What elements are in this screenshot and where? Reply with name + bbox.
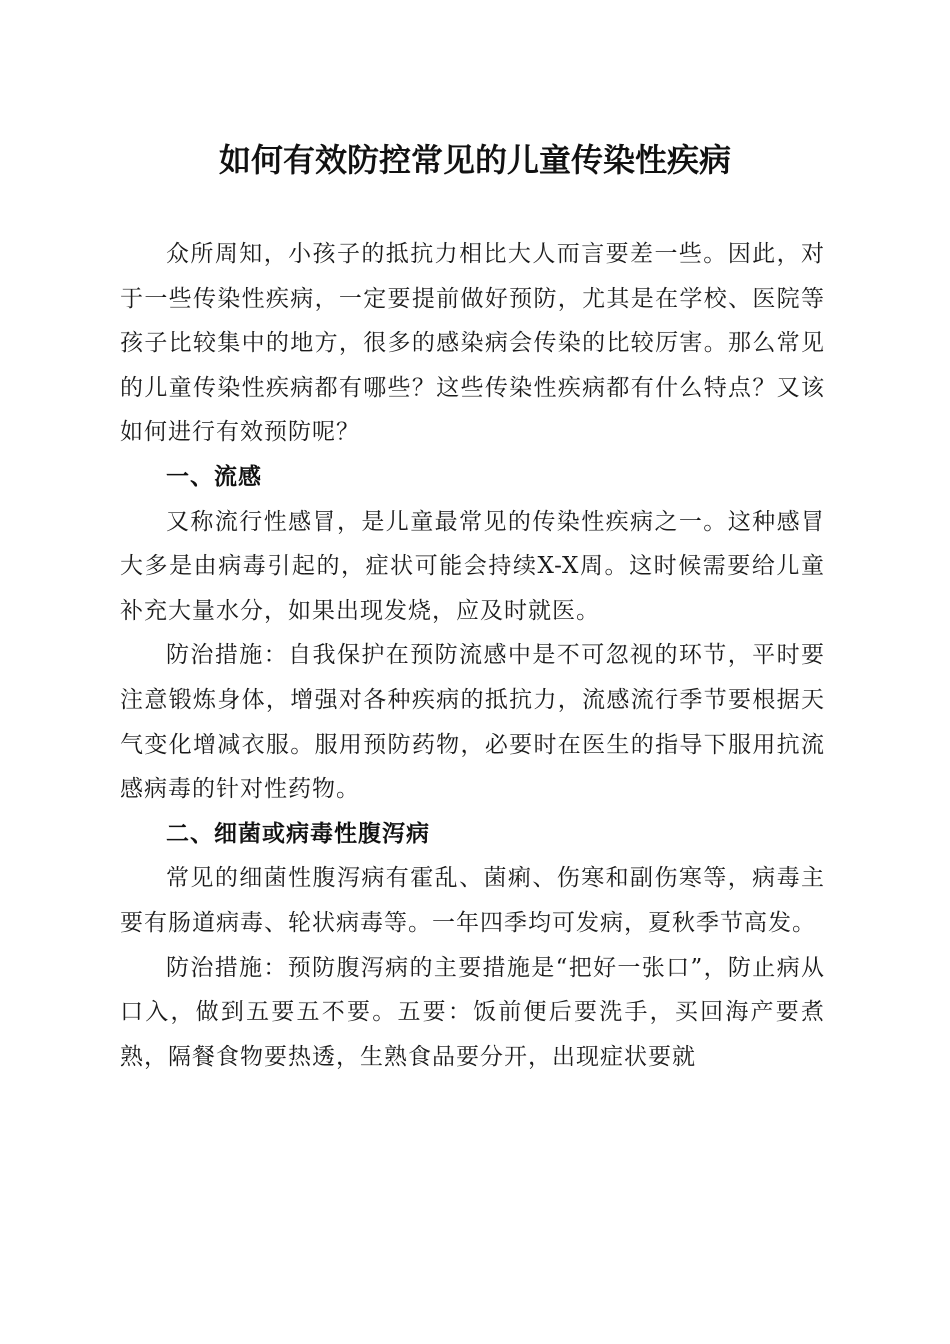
flu-description-paragraph: 又称流行性感冒，是儿童最常见的传染性疾病之一。这种感冒大多是由病毒引起的，症状可能会持续X-X周。这时候需要给儿童补充大量水分，如果出现发烧，应及时就医。 (120, 508, 825, 624)
intro-paragraph: 众所周知，小孩子的抵抗力相比大人而言要差一些。因此，对于一些传染性疾病，一定要提前做好预防，尤其是在学校、医院等孩子比较集中的地方，很多的感染病会传染的比较厉害。那么常见的儿童传染性疾病都有哪些？这些传染性疾病都有什么特点？又该如何进行有效预防呢？ (120, 241, 825, 446)
diarrhea-prevention-paragraph: 防治措施：预防腹泻病的主要措施是“把好一张口”，防止病从口入，做到五要五不要。五要：饭前便后要洗手，买回海产要煮熟，隔餐食物要热透，生熟食品要分开，出现症状要就 (120, 954, 825, 1070)
diarrhea-description-paragraph: 常见的细菌性腹泻病有霍乱、菌痢、伤寒和副伤寒等，病毒主要有肠道病毒、轮状病毒等。一年四季均可发病，夏秋季节高发。 (120, 865, 825, 936)
flu-prevention-paragraph: 防治措施：自我保护在预防流感中是不可忽视的环节，平时要注意锻炼身体，增强对各种疾病的抵抗力，流感流行季节要根据天气变化增减衣服。服用预防药物，必要时在医生的指导下服用抗流感病毒的针对性药物。 (120, 642, 825, 803)
section-heading-flu: 一、流感 (166, 463, 262, 490)
document-body (120, 232, 825, 1079)
document-title: 如何有效防控常见的儿童传染性疾病 (218, 141, 731, 179)
section-heading-diarrhea: 二、细菌或病毒性腹泻病 (166, 820, 430, 847)
